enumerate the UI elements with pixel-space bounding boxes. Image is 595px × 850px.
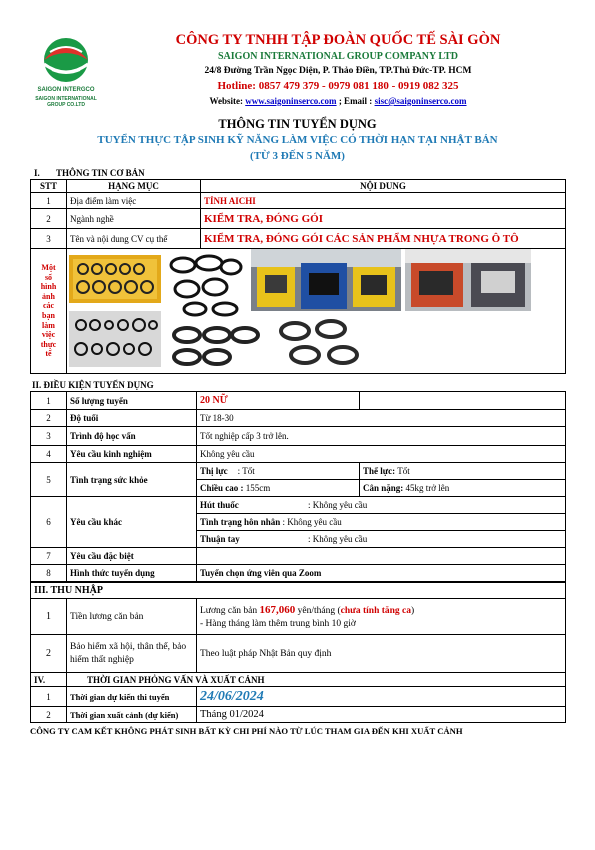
row-stt: 2 (31, 707, 67, 723)
table-row (31, 565, 566, 582)
row-stt: 1 (31, 193, 67, 209)
row-value-method: Tuyển chọn ứng viên qua Zoom (197, 565, 566, 582)
section-1-title: THÔNG TIN CƠ BẢN (56, 168, 145, 178)
website-link[interactable]: www.saigoninserco.com (245, 96, 337, 106)
fitness-cell: Thể lực: Tốt (360, 463, 566, 480)
photo-gasket-rings (275, 317, 371, 369)
income-table (30, 582, 566, 723)
photo-gallery (67, 249, 566, 374)
commitment-footer: CÔNG TY CAM KẾT KHÔNG PHÁT SINH BẤT KỲ CHI PHÍ NÀO TỪ LÚC THAM GIA ĐẾN KHI XUẤT CẢNH (30, 726, 463, 736)
document-subtitle: TUYỂN THỰC TẬP SINH KỸ NĂNG LÀM VIỆC CÓ THỜI HẠN TẠI NHẬT BẢN (97, 134, 498, 146)
photo-rubber-rings (169, 253, 243, 317)
table-row (31, 548, 566, 565)
recruitment-conditions-table (30, 391, 566, 582)
height-cell: Chiều cao : 155cm (197, 480, 360, 497)
photo-side-label: Một số hình ảnh các bạn làm việc thực tế (31, 249, 67, 374)
overtime-note: - Hàng tháng làm thêm trung bình 10 giờ (200, 618, 356, 629)
table-row (31, 410, 566, 427)
row-stt: 8 (31, 565, 67, 582)
row-value-job-description: KIỂM TRA, ĐÓNG GÓI CÁC SẢN PHẨM NHỰA TRONG Ô TÔ (201, 229, 566, 249)
row-value-occupation: KIỂM TRA, ĐÓNG GÓI (201, 209, 566, 229)
section-4-heading: THỜI GIAN PHỎNG VẤN VÀ XUẤT CẢNH (67, 673, 566, 687)
row-stt: 3 (31, 427, 67, 446)
row-value-quantity: 20 NỮ (197, 392, 360, 410)
document-subtitle-duration: (TỪ 3 ĐẾN 5 NĂM) (250, 150, 345, 162)
logo-emblem-icon (30, 30, 102, 86)
vision-cell: Thị lực : Tốt (197, 463, 360, 480)
section-4-number: IV. (31, 673, 67, 687)
website-label: Website: (209, 96, 243, 106)
salary-amount: 167,060 (259, 603, 296, 616)
photo-oring-kit-orange (69, 255, 161, 303)
row-item: Tình trạng sức khỏe (67, 463, 197, 497)
row-item: Địa điểm làm việc (67, 193, 201, 209)
row-value-special (197, 548, 566, 565)
col-header-item: HẠNG MỤC (67, 180, 201, 193)
row-stt: 7 (31, 548, 67, 565)
photo-row (31, 249, 566, 374)
row-stt: 2 (31, 635, 67, 673)
basic-info-table (30, 179, 566, 374)
photo-factory-line (405, 249, 531, 311)
row-item: Thời gian xuất cảnh (dự kiến) (67, 707, 197, 723)
row-item: Độ tuổi (67, 410, 197, 427)
row-value-age: Từ 18-30 (197, 410, 566, 427)
table-row (31, 427, 566, 446)
logo-subtitle: SAIGON INTERNATIONAL GROUP CO.LTD (35, 96, 97, 108)
row-stt: 1 (31, 599, 67, 635)
row-item: Yêu cầu kinh nghiệm (67, 446, 197, 463)
company-logo (30, 30, 102, 110)
section-3-heading: III. THU NHẬP (31, 583, 566, 599)
row-item: Yêu cầu khác (67, 497, 197, 548)
table-row (31, 193, 566, 209)
table-row (31, 463, 566, 480)
company-name-en: SAIGON INTERNATIONAL GROUP COMPANY LTD (217, 51, 459, 62)
row-empty-cell (360, 392, 566, 410)
email-label: ; Email : (338, 96, 373, 106)
col-header-content: NỘI DUNG (201, 180, 566, 193)
section-2-heading: II. ĐIỀU KIỆN TUYỂN DỤNG (32, 380, 154, 390)
table-row (31, 707, 566, 723)
row-item: Thời gian dự kiến thi tuyển (67, 687, 197, 707)
photo-molding-machines (251, 249, 401, 311)
section-4-heading-row (31, 673, 566, 687)
row-stt: 2 (31, 410, 67, 427)
row-value-education: Tốt nghiệp cấp 3 trở lên. (197, 427, 566, 446)
table-row (31, 209, 566, 229)
marriage-cell: Tình trạng hôn nhân : Không yêu cầu (197, 514, 566, 531)
row-value-departure-date: Tháng 01/2024 (197, 707, 566, 723)
document-title: THÔNG TIN TUYỂN DỤNG (218, 117, 377, 131)
row-item: Tên và nội dung CV cụ thể (67, 229, 201, 249)
company-hotline: Hotline: 0857 479 379 - 0979 081 180 - 0919 082 325 (217, 80, 459, 92)
letterhead (0, 0, 595, 112)
company-contacts (118, 96, 558, 106)
email-link[interactable]: sisc@saigoninserco.com (374, 96, 467, 106)
row-item: Hình thức tuyển dụng (67, 565, 197, 582)
row-item: Trình độ học vấn (67, 427, 197, 446)
photo-oring-kit-clear (69, 311, 161, 367)
table-header-row (31, 180, 566, 193)
company-name-vi: CÔNG TY TNHH TẬP ĐOÀN QUỐC TẾ SÀI GÒN (175, 32, 501, 48)
weight-cell: Cân nặng: 45kg trở lên (360, 480, 566, 497)
table-row (31, 687, 566, 707)
table-row (31, 392, 566, 410)
row-value-location: TỈNH AICHI (201, 193, 566, 209)
section-1-heading (34, 168, 145, 178)
table-row (31, 446, 566, 463)
row-value-insurance: Theo luật pháp Nhật Bản quy định (197, 635, 566, 673)
row-stt: 1 (31, 392, 67, 410)
row-item: Ngành nghề (67, 209, 201, 229)
row-stt: 4 (31, 446, 67, 463)
table-row (31, 599, 566, 635)
handedness-cell: Thuận tay : Không yêu cầu (197, 531, 566, 548)
photo-flat-gaskets (169, 323, 263, 369)
logo-name: SAIGON INTERGCO (37, 87, 95, 93)
table-row (31, 497, 566, 514)
row-item: Yêu cầu đặc biệt (67, 548, 197, 565)
salary-cell: Lương căn bản 167,060 yên/tháng (chưa tính tăng ca) - Hàng tháng làm thêm trung bình 10 giờ (197, 599, 566, 635)
row-value-exam-date: 24/06/2024 (197, 687, 566, 707)
row-item: Bảo hiểm xã hội, thân thể, bảo hiểm thất nghiệp (67, 635, 197, 673)
row-stt: 5 (31, 463, 67, 497)
row-stt: 3 (31, 229, 67, 249)
row-value-experience: Không yêu cầu (197, 446, 566, 463)
row-stt: 1 (31, 687, 67, 707)
section-1-number: I. (34, 168, 40, 178)
row-item: Số lượng tuyển (67, 392, 197, 410)
row-stt: 6 (31, 497, 67, 548)
smoking-cell: Hút thuốc : Không yêu cầu (197, 497, 566, 514)
table-row (31, 229, 566, 249)
table-row (31, 635, 566, 673)
row-stt: 2 (31, 209, 67, 229)
company-address: 24/8 Đường Trần Ngọc Diện, P. Thảo Điền, TP.Thủ Đức-TP. HCM (204, 66, 472, 76)
section-3-heading-row (31, 583, 566, 599)
col-header-stt: STT (31, 180, 67, 193)
row-item: Tiền lương căn bản (67, 599, 197, 635)
